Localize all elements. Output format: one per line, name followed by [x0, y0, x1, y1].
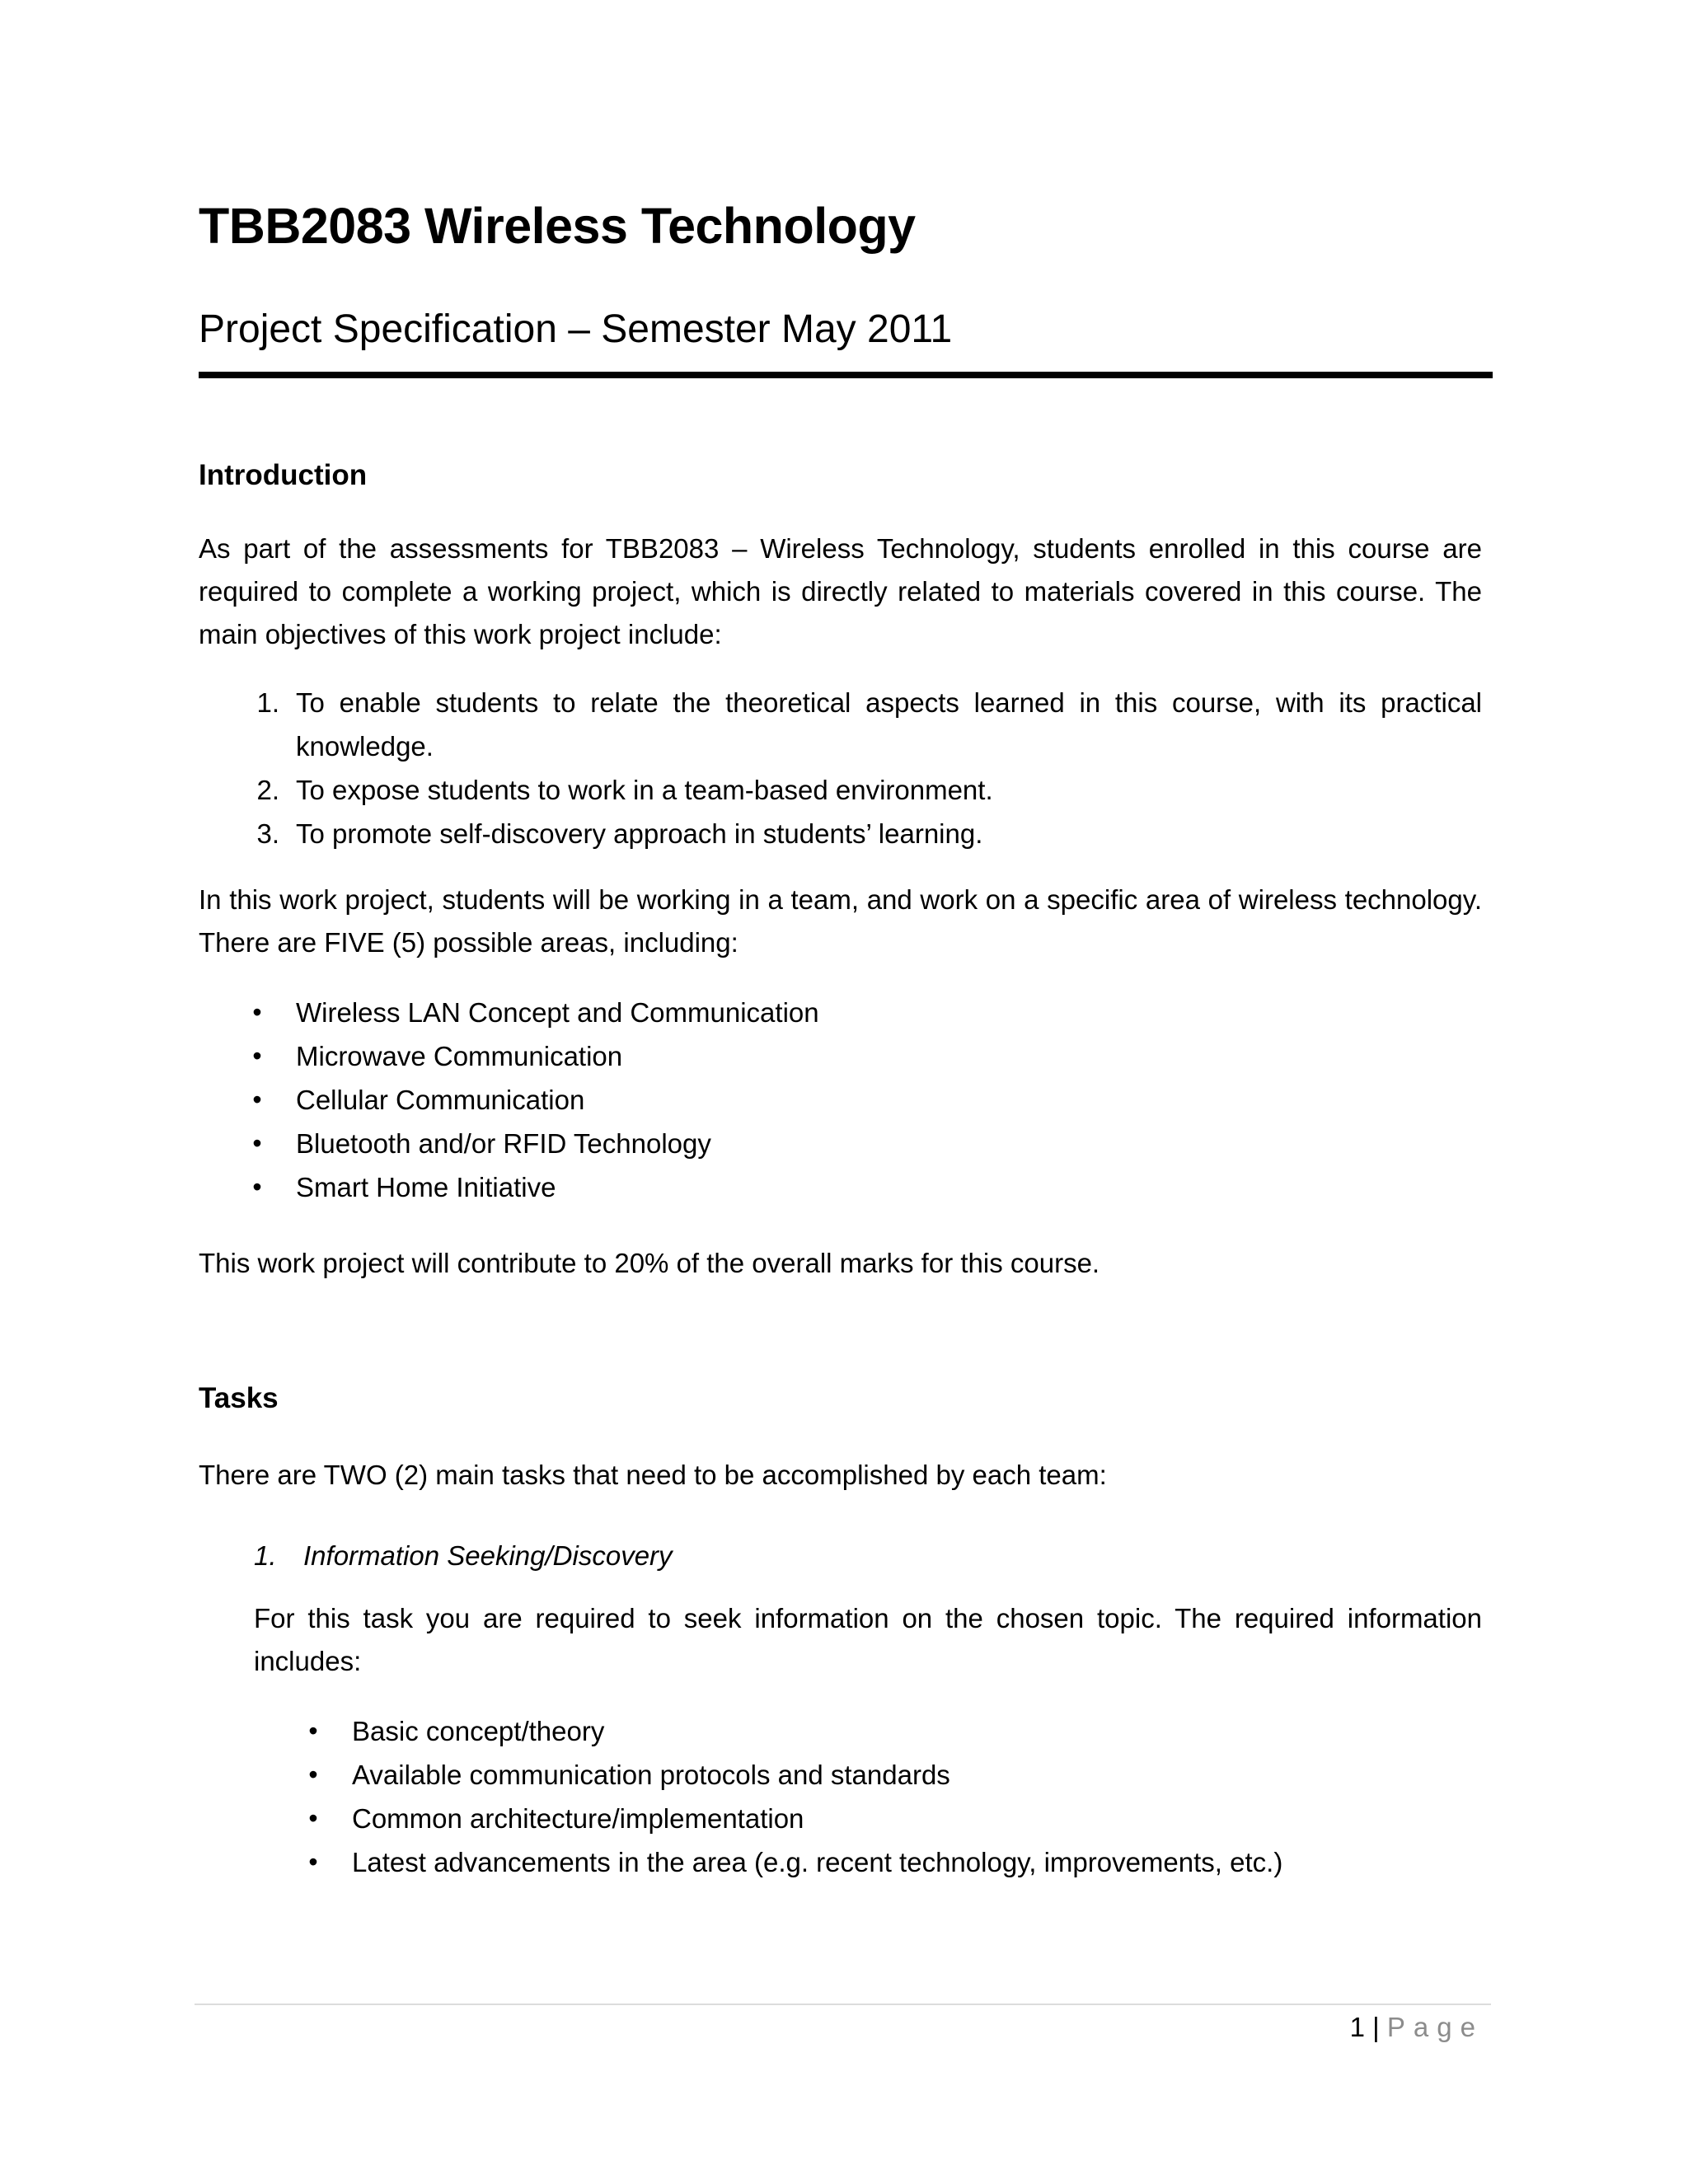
- footer-divider: [195, 2004, 1491, 2005]
- title-divider: [199, 372, 1493, 378]
- list-item-text: Microwave Communication: [296, 1041, 623, 1071]
- task-1-description: For this task you are required to seek information on the chosen topic. The required information includes:: [254, 1603, 1482, 1676]
- bullet-icon: •: [308, 1716, 318, 1746]
- objectives-list: [256, 681, 1482, 855]
- list-item-text: To enable students to relate the theoretical aspects learned in this course, with its practical knowledge.: [296, 687, 1482, 762]
- bullet-icon: •: [252, 1172, 262, 1202]
- list-item-text: Available communication protocols and standards: [352, 1760, 950, 1790]
- areas-paragraph: In this work project, students will be working in a team, and work on a specific area of wireless technology. There are FIVE (5) possible areas, including:: [199, 884, 1482, 958]
- list-item-text: Wireless LAN Concept and Communication: [296, 997, 819, 1028]
- page-number: 1: [1349, 2012, 1365, 2042]
- list-item: [256, 681, 1482, 768]
- marks-paragraph: This work project will contribute to 20% of the overall marks for this course.: [199, 1248, 1100, 1278]
- bullet-icon: •: [252, 997, 262, 1027]
- document-title: TBB2083 Wireless Technology: [199, 198, 916, 254]
- list-item-text: Basic concept/theory: [352, 1716, 605, 1746]
- list-item-text: Smart Home Initiative: [296, 1172, 556, 1202]
- list-item: [308, 1797, 1482, 1840]
- tasks-intro: There are TWO (2) main tasks that need to be accomplished by each team:: [199, 1460, 1107, 1490]
- task-1-title: [254, 1535, 673, 1577]
- list-item-text: Bluetooth and/or RFID Technology: [296, 1128, 711, 1159]
- list-number: 2.: [256, 775, 279, 805]
- page-separator: |: [1372, 2012, 1380, 2042]
- introduction-heading: Introduction: [199, 459, 368, 491]
- list-number: 3.: [256, 818, 279, 849]
- list-item: [308, 1709, 1482, 1753]
- task-1-name: Information Seeking/Discovery: [303, 1540, 673, 1571]
- task-1-number: 1.: [254, 1540, 277, 1571]
- list-item-text: To expose students to work in a team-based environment.: [296, 775, 993, 805]
- bullet-icon: •: [308, 1847, 318, 1877]
- list-item: [252, 991, 1482, 1034]
- bullet-icon: •: [252, 1085, 262, 1114]
- page-label: Page: [1386, 2012, 1484, 2042]
- list-item-text: Common architecture/implementation: [352, 1803, 804, 1834]
- areas-list: [252, 991, 1482, 1209]
- list-item: [252, 1122, 1482, 1165]
- tasks-heading: Tasks: [199, 1382, 279, 1414]
- bullet-icon: •: [308, 1803, 318, 1833]
- document-subtitle: Project Specification – Semester May 2011: [199, 307, 953, 351]
- list-item: [252, 1078, 1482, 1122]
- list-item-text: To promote self-discovery approach in students’ learning.: [296, 818, 983, 849]
- list-item: [256, 768, 1482, 812]
- list-item: [308, 1840, 1482, 1884]
- list-item: [256, 812, 1482, 855]
- introduction-paragraph: As part of the assessments for TBB2083 – Wireless Technology, students enrolled in this course are required to complete a working project, which is directly related to materials covered in this course. The main objectives of this work project include:: [199, 533, 1482, 649]
- page-footer: [1350, 2006, 1484, 2049]
- list-number: 1.: [256, 687, 279, 718]
- list-item: [252, 1165, 1482, 1209]
- bullet-icon: •: [308, 1760, 318, 1789]
- list-item-text: Latest advancements in the area (e.g. recent technology, improvements, etc.): [352, 1847, 1283, 1877]
- task-1-items-list: [308, 1709, 1482, 1884]
- list-item: [252, 1034, 1482, 1078]
- list-item-text: Cellular Communication: [296, 1085, 585, 1115]
- list-item: [308, 1753, 1482, 1797]
- bullet-icon: •: [252, 1041, 262, 1071]
- bullet-icon: •: [252, 1128, 262, 1158]
